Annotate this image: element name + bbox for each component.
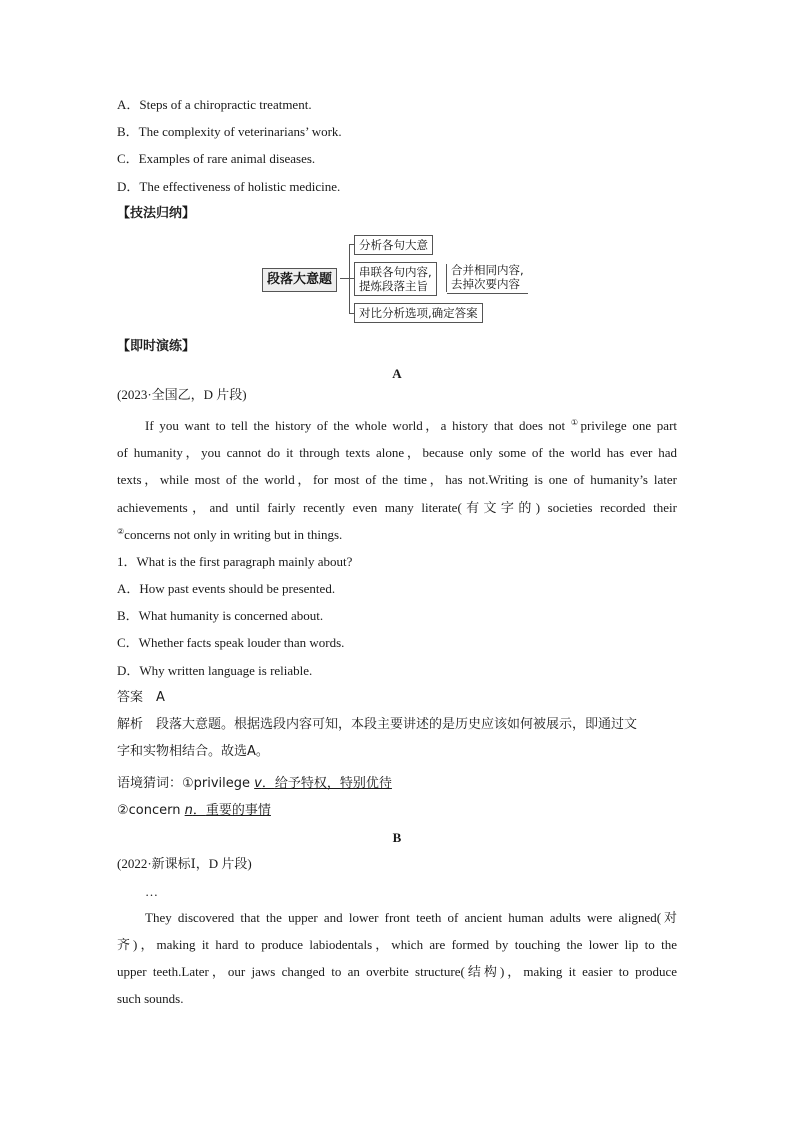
diagram-step-connect bbox=[354, 262, 437, 296]
option-d-prev: D．The effectiveness of holistic medicine. bbox=[117, 179, 341, 194]
part-a-passage-line1 bbox=[145, 418, 677, 434]
diagram-step-connect-line2: 提炼段落主旨 bbox=[359, 279, 428, 293]
analysis-line2: 字和实物相结合。故选A。 bbox=[117, 744, 269, 759]
part-b-passage-line4: such sounds. bbox=[117, 991, 184, 1006]
part-b-passage-line3: upper teeth.Later，our jaws changed to an overbite structure(结构)，making it easier to produce bbox=[117, 964, 677, 979]
part-a-passage-line4: achievements，and until fairly recently even many literate(有文字的) societies recorded their bbox=[117, 500, 677, 515]
passage-text: concerns not only in writing but in things. bbox=[124, 527, 343, 542]
diagram-step-connect-line1: 串联各句内容, bbox=[359, 265, 432, 279]
part-b-ellipsis: … bbox=[145, 884, 158, 899]
part-a-passage-line3: texts，while most of the world，for most of the time，has not.Writing is one of humanity’s later bbox=[117, 472, 677, 487]
footnote-mark: ① bbox=[570, 418, 581, 427]
section-practice-heading: 【即时演练】 bbox=[117, 339, 196, 354]
option-c: C．Whether facts speak louder than words. bbox=[117, 635, 345, 650]
vocab-label: ②concern bbox=[117, 803, 185, 818]
part-a-heading: A bbox=[392, 366, 402, 381]
diagram-step-merge-line2: 去掉次要内容 bbox=[451, 277, 520, 291]
option-a: A．How past events should be presented. bbox=[117, 581, 336, 596]
passage-text: If you want to tell the history of the whole world，a history that does not bbox=[145, 418, 571, 433]
part-b-heading: B bbox=[392, 830, 402, 845]
part-a-source: (2023·全国乙，D 片段) bbox=[117, 387, 247, 402]
part-b-passage-line2: 齐)，making it hard to produce labiodentals，which are formed by touching the lower lip to the bbox=[117, 937, 677, 952]
diagram-step-merge-line1: 合并相同内容, bbox=[451, 263, 524, 277]
footnote-mark: ② bbox=[117, 527, 125, 536]
paragraph-main-idea-diagram bbox=[262, 232, 542, 324]
analysis-line1: 解析 段落大意题。根据选段内容可知，本段主要讲述的是历史应该如何被展示，即通过文 bbox=[117, 717, 638, 732]
diagram-step-merge bbox=[447, 261, 528, 294]
diagram-step-analyze: 分析各句大意 bbox=[354, 235, 433, 255]
option-c-prev: C．Examples of rare animal diseases. bbox=[117, 151, 316, 166]
answer-line: 答案 A bbox=[117, 690, 165, 705]
part-b-source: (2022·新课标Ⅰ，D 片段) bbox=[117, 856, 252, 871]
diagram-step-compare: 对比分析选项,确定答案 bbox=[354, 303, 483, 323]
diagram-main-box: 段落大意题 bbox=[262, 268, 337, 292]
vocab-definition: 给予特权，特别优待 bbox=[274, 776, 392, 791]
diagram-connector bbox=[349, 244, 350, 314]
part-a-passage-line2: of humanity，you cannot do it through texts alone，because only some of the world has ever had bbox=[117, 445, 677, 460]
section-skill-heading: 【技法归纳】 bbox=[117, 206, 196, 221]
option-d: D．Why written language is reliable. bbox=[117, 663, 313, 678]
option-b: B．What humanity is concerned about. bbox=[117, 608, 324, 623]
vocab-pos: v bbox=[254, 776, 262, 791]
vocab-line1: 语境猜词：①privilege v．给予特权，特别优待 bbox=[117, 776, 392, 791]
part-a-passage-line5 bbox=[117, 527, 342, 543]
vocab-line2: ②concern n．重要的事情 bbox=[117, 803, 271, 818]
option-a-prev: A．Steps of a chiropractic treatment. bbox=[117, 97, 312, 112]
part-b-passage-line1: They discovered that the upper and lower front teeth of ancient human adults were aligned(对 bbox=[145, 910, 677, 925]
vocab-definition: 重要的事情 bbox=[205, 803, 271, 818]
vocab-label: 语境猜词：①privilege bbox=[117, 776, 255, 791]
vocab-pos: n bbox=[184, 803, 193, 818]
passage-text: privilege one part bbox=[580, 418, 678, 433]
question-1: 1．What is the first paragraph mainly about? bbox=[117, 554, 353, 569]
option-b-prev: B．The complexity of veterinarians’ work. bbox=[117, 124, 342, 139]
